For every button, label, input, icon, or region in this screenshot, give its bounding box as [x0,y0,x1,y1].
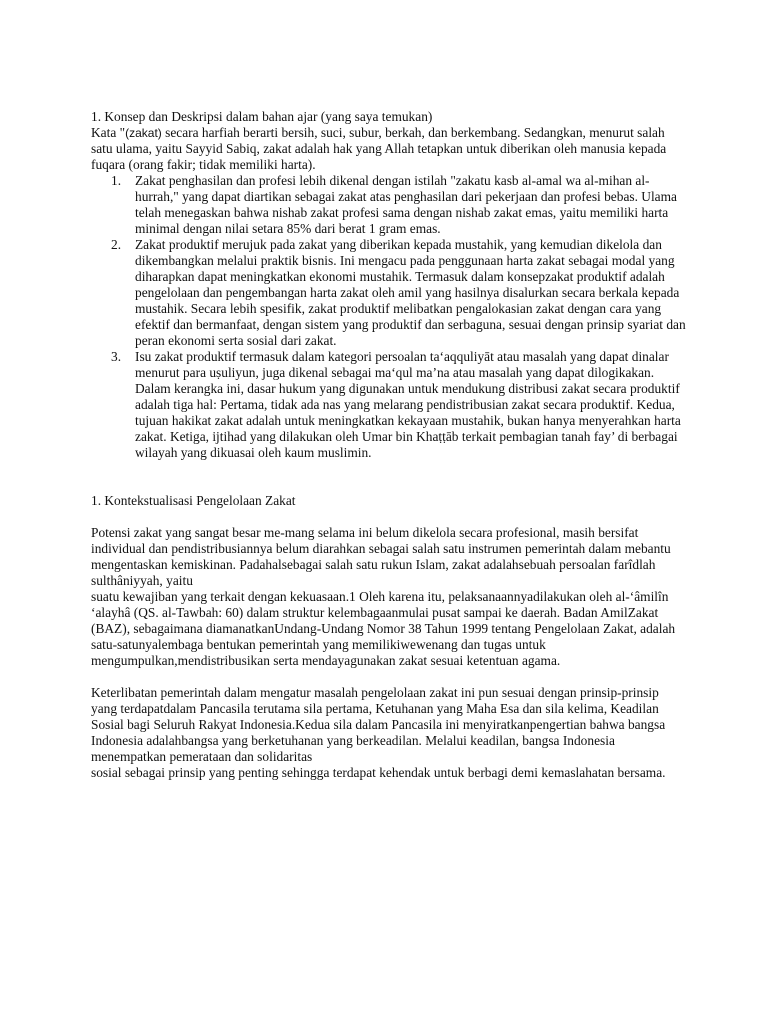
section2-heading: 1. Kontekstualisasi Pengelolaan Zakat [91,493,296,508]
spacer [91,669,687,685]
section2-paragraph-1b: suatu kewajiban yang terkait dengan kekuasaan.1 Oleh karena itu, pelaksanaannyadilakukan oleh al-‘âmilîn ‘alayhâ (QS. al-Tawbah: 60) dalam struktur kelembagaanmulai pusat sampai ke daerah. Badan AmilZakat (BAZ), sebagaimana diamanatkanUndang-Undang Nomor 38 Tahun 1999 tentang Pengelolaan Zakat, adalah satu-satunyalembaga bentukan pemerintah yang memilikiwewenang dan tugas untuk mengumpulkan,mendistribusikan serta mendayagunakan zakat sesuai ketentuan agama. [91,589,676,668]
section2-paragraph-2b: sosial sebagai prinsip yang penting sehingga terdapat kehendak untuk berbagi demi kemaslahatan bersama. [91,765,666,780]
section1-intro [91,125,687,173]
list-item [91,237,687,349]
numbered-list [91,173,687,461]
list-item-text: Isu zakat produktif termasuk dalam kategori persoalan ta‘aqquliyāt atau masalah yang dapat dinalar menurut para uṣuliyun, juga dikenal sebagai ma‘qul ma’na atau masalah yang dapat dilogikakan. Dalam kerangka ini, dasar hukum yang digunakan untuk mendukung distribusi zakat secara produktif adalah tiga hal: Pertama, tidak ada nas yang melarang pendistribusian zakat secara produktif. Kedua, tujuan hakikat zakat adalah untuk meningkatkan kekayaan mustahik, bukan hanya menyerahkan harta zakat. Ketiga, ijtihad yang dilakukan oleh Umar bin Khaṭṭāb terkait pembagian tanah fay’ di berbagai wilayah yang dikuasai oleh kaum muslimin. [135,349,681,460]
section2-paragraph-2a: Keterlibatan pemerintah dalam mengatur masalah pengelolaan zakat ini pun sesuai dengan prinsip-prinsip yang terdapatdalam Pancasila terutama sila pertama, Ketuhanan yang Maha Esa dan sila kelima, Keadilan Sosial bagi Seluruh Rakyat Indonesia.Kedua sila dalam Pancasila ini menyiratkanpengertian bahwa bangsa Indonesia adalahbangsa yang berketuhanan yang berkeadilan. Melalui keadilan, bangsa Indonesia menempatkan pemerataan dan solidaritas [91,685,666,764]
section1-heading: 1. Konsep dan Deskripsi dalam bahan ajar (yang saya temukan) [91,109,433,124]
spacer [91,509,687,525]
list-item-number: 2. [111,237,122,252]
intro-term: (zakat) [125,126,162,140]
section2-paragraph-1a: Potensi zakat yang sangat besar me-mang selama ini belum dikelola secara profesional, masih bersifat individual dan pendistribusiannya belum diarahkan sebagai salah satu instrumen pemerintah dalam mebantu mengentaskan kemiskinan. Padahalsebagai salah satu rukun Islam, zakat adalahsebuah persoalan farîdlah sulthâniyyah, yaitu [91,525,671,588]
document-body [91,109,687,781]
list-item-number: 1. [111,173,122,188]
list-item-text: Zakat produktif merujuk pada zakat yang diberikan kepada mustahik, yang kemudian dikelola dan dikembangkan melalui praktik bisnis. Ini mengacu pada penggunaan harta zakat sebagai modal yang diharapkan dapat meningkatkan ekonomi mustahik. Termasuk dalam konsepzakat produktif adalah pengelolaan dan pengembangan harta zakat oleh amil yang hasilnya disalurkan secara berkala kepada mustahik. Secara lebih spesifik, zakat produktif melibatkan pengalokasian zakat dengan cara yang efektif dan bermanfaat, dengan sistem yang produktif dan serbaguna, sesuai dengan prinsip syariat dan peran ekonomi serta sosial dari zakat. [135,237,686,348]
intro-pre: Kata " [91,125,126,140]
list-item [91,173,687,237]
intro-post: secara harfiah berarti bersih, suci, subur, berkah, dan berkembang. Sedangkan, menurut salah satu ulama, yaitu Sayyid Sabiq, zakat adalah hak yang Allah tetapkan untuk diberikan oleh manusia kepada fuqara (orang fakir; tidak memiliki harta). [91,125,667,172]
list-item-text: Zakat penghasilan dan profesi lebih dikenal dengan istilah "zakatu kasb al-amal wa al-mihan al-hurrah," yang dapat diartikan sebagai zakat atas penghasilan dari pekerjaan dan profesi bebas. Ulama telah menegaskan bahwa nishab zakat profesi sama dengan nishab zakat emas, yaitu memiliki harta minimal dengan nilai setara 85% dari berat 1 gram emas. [135,173,677,236]
spacer [91,461,687,493]
list-item [91,349,687,461]
list-item-number: 3. [111,349,122,364]
